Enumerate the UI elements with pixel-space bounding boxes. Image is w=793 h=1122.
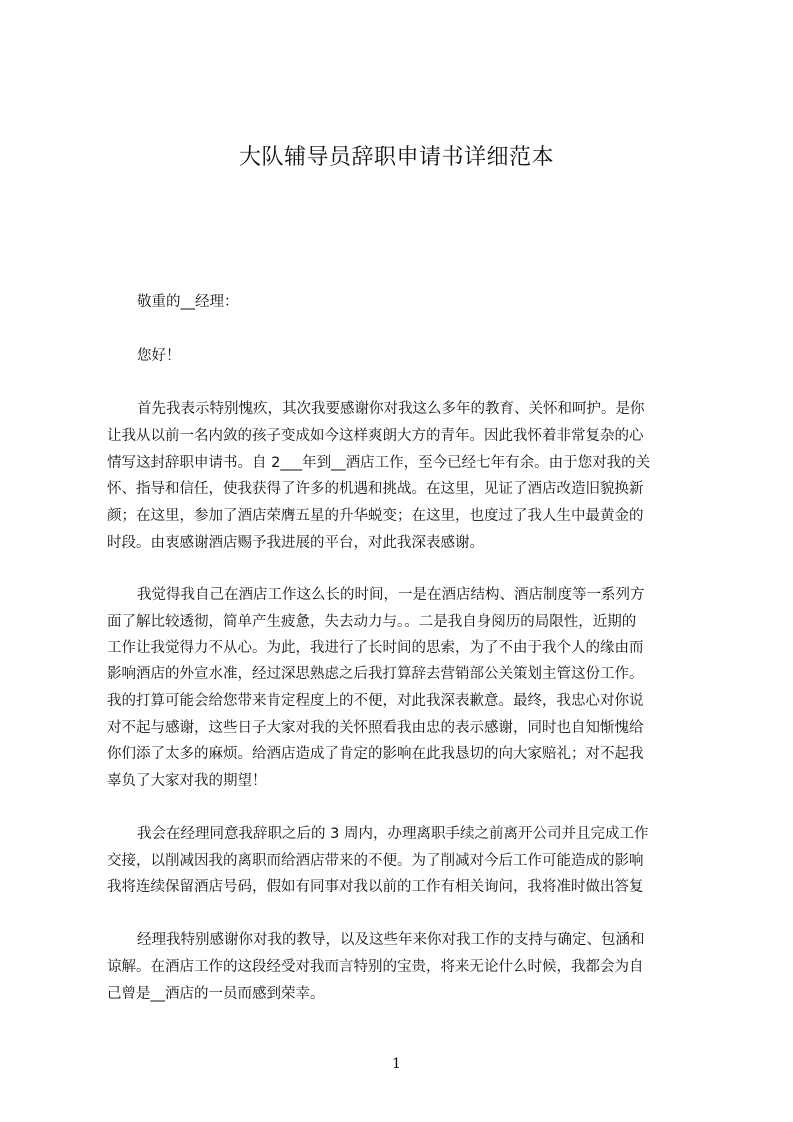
paragraph-4-line-2: 谅解。在酒店工作的这段经受对我而言特别的宝贵，将来无论什么时候，我都会为自 [107, 959, 644, 975]
paragraph-1-line-5: 颜；在这里，参加了酒店荣膺五星的升华蜕变；在这里，也度过了我人生中最黄金的 [107, 508, 644, 524]
paragraph-2-line-6: 对不起与感谢，这些日子大家对我的关怀照看我由忠的表示感谢，同时也自知惭愧给 [107, 720, 644, 736]
paragraph-2-line-5: 我的打算可能会给您带来肯定程度上的不便，对此我深表歉意。最终，我忠心对你说 [107, 693, 644, 709]
paragraph-3-line-2: 交接，以削减因我的离职而给酒店带来的不便。为了削减对今后工作可能造成的影响 [107, 853, 644, 869]
paragraph-3-line-1: 我会在经理同意我辞职之后的 3 周内，办理离职手续之前离开公司并且完成工作 [137, 826, 649, 842]
paragraph-3-line-3: 我将连续保留酒店号码，假如有同事对我以前的工作有相关询问，我将准时做出答复 [107, 879, 644, 895]
paragraph-2-line-8: 辜负了大家对我的期望！ [107, 773, 267, 789]
paragraph-1-line-1: 首先我表示特别愧疚，其次我要感谢你对我这么多年的教育、关怀和呵护。是你 [137, 401, 645, 417]
salutation: 敬重的__经理： [137, 294, 239, 310]
greeting: 您好！ [137, 348, 181, 364]
paragraph-1-line-4: 怀、指导和信任，使我获得了许多的机遇和挑战。在这里，见证了酒店改造旧貌换新 [107, 481, 644, 497]
paragraph-2-line-1: 我觉得我自己在酒店工作这么长的时间，一是在酒店结构、酒店制度等一系列方 [137, 587, 645, 603]
paragraph-4-line-1: 经理我特别感谢你对我的教导，以及这些年来你对我工作的支持与确定、包涵和 [137, 932, 645, 948]
page-number: 1 [392, 1056, 401, 1072]
paragraph-2-line-4: 影响酒店的外宣水准，经过深思熟虑之后我打算辞去营销部公关策划主管这份工作。 [107, 666, 644, 682]
paragraph-2-line-3: 工作让我觉得力不从心。为此，我进行了长时间的思索，为了不由于我个人的缘由而 [107, 640, 644, 656]
paragraph-2-line-7: 你们添了太多的麻烦。给酒店造成了肯定的影响在此我恳切的向大家赔礼；对不起我 [107, 746, 644, 762]
paragraph-1-line-3: 情写这封辞职申请书。自 2___年到__酒店工作，至今已经七年有余。由于您对我的关 [107, 455, 651, 471]
paragraph-1-line-6: 时段。由衷感谢酒店赐予我进展的平台，对此我深表感谢。 [107, 535, 484, 551]
paragraph-2-line-2: 面了解比较透彻，简单产生疲惫，失去动力与。。二是我自身阅历的局限性，近期的 [107, 614, 637, 630]
paragraph-1-line-2: 让我从以前一名内敛的孩子变成如今这样爽朗大方的青年。因此我怀着非常复杂的心 [107, 428, 644, 444]
paragraph-4-line-3: 己曾是__酒店的一员而感到荣幸。 [107, 986, 325, 1002]
document-title: 大队辅导员辞职申请书详细范本 [238, 145, 554, 170]
